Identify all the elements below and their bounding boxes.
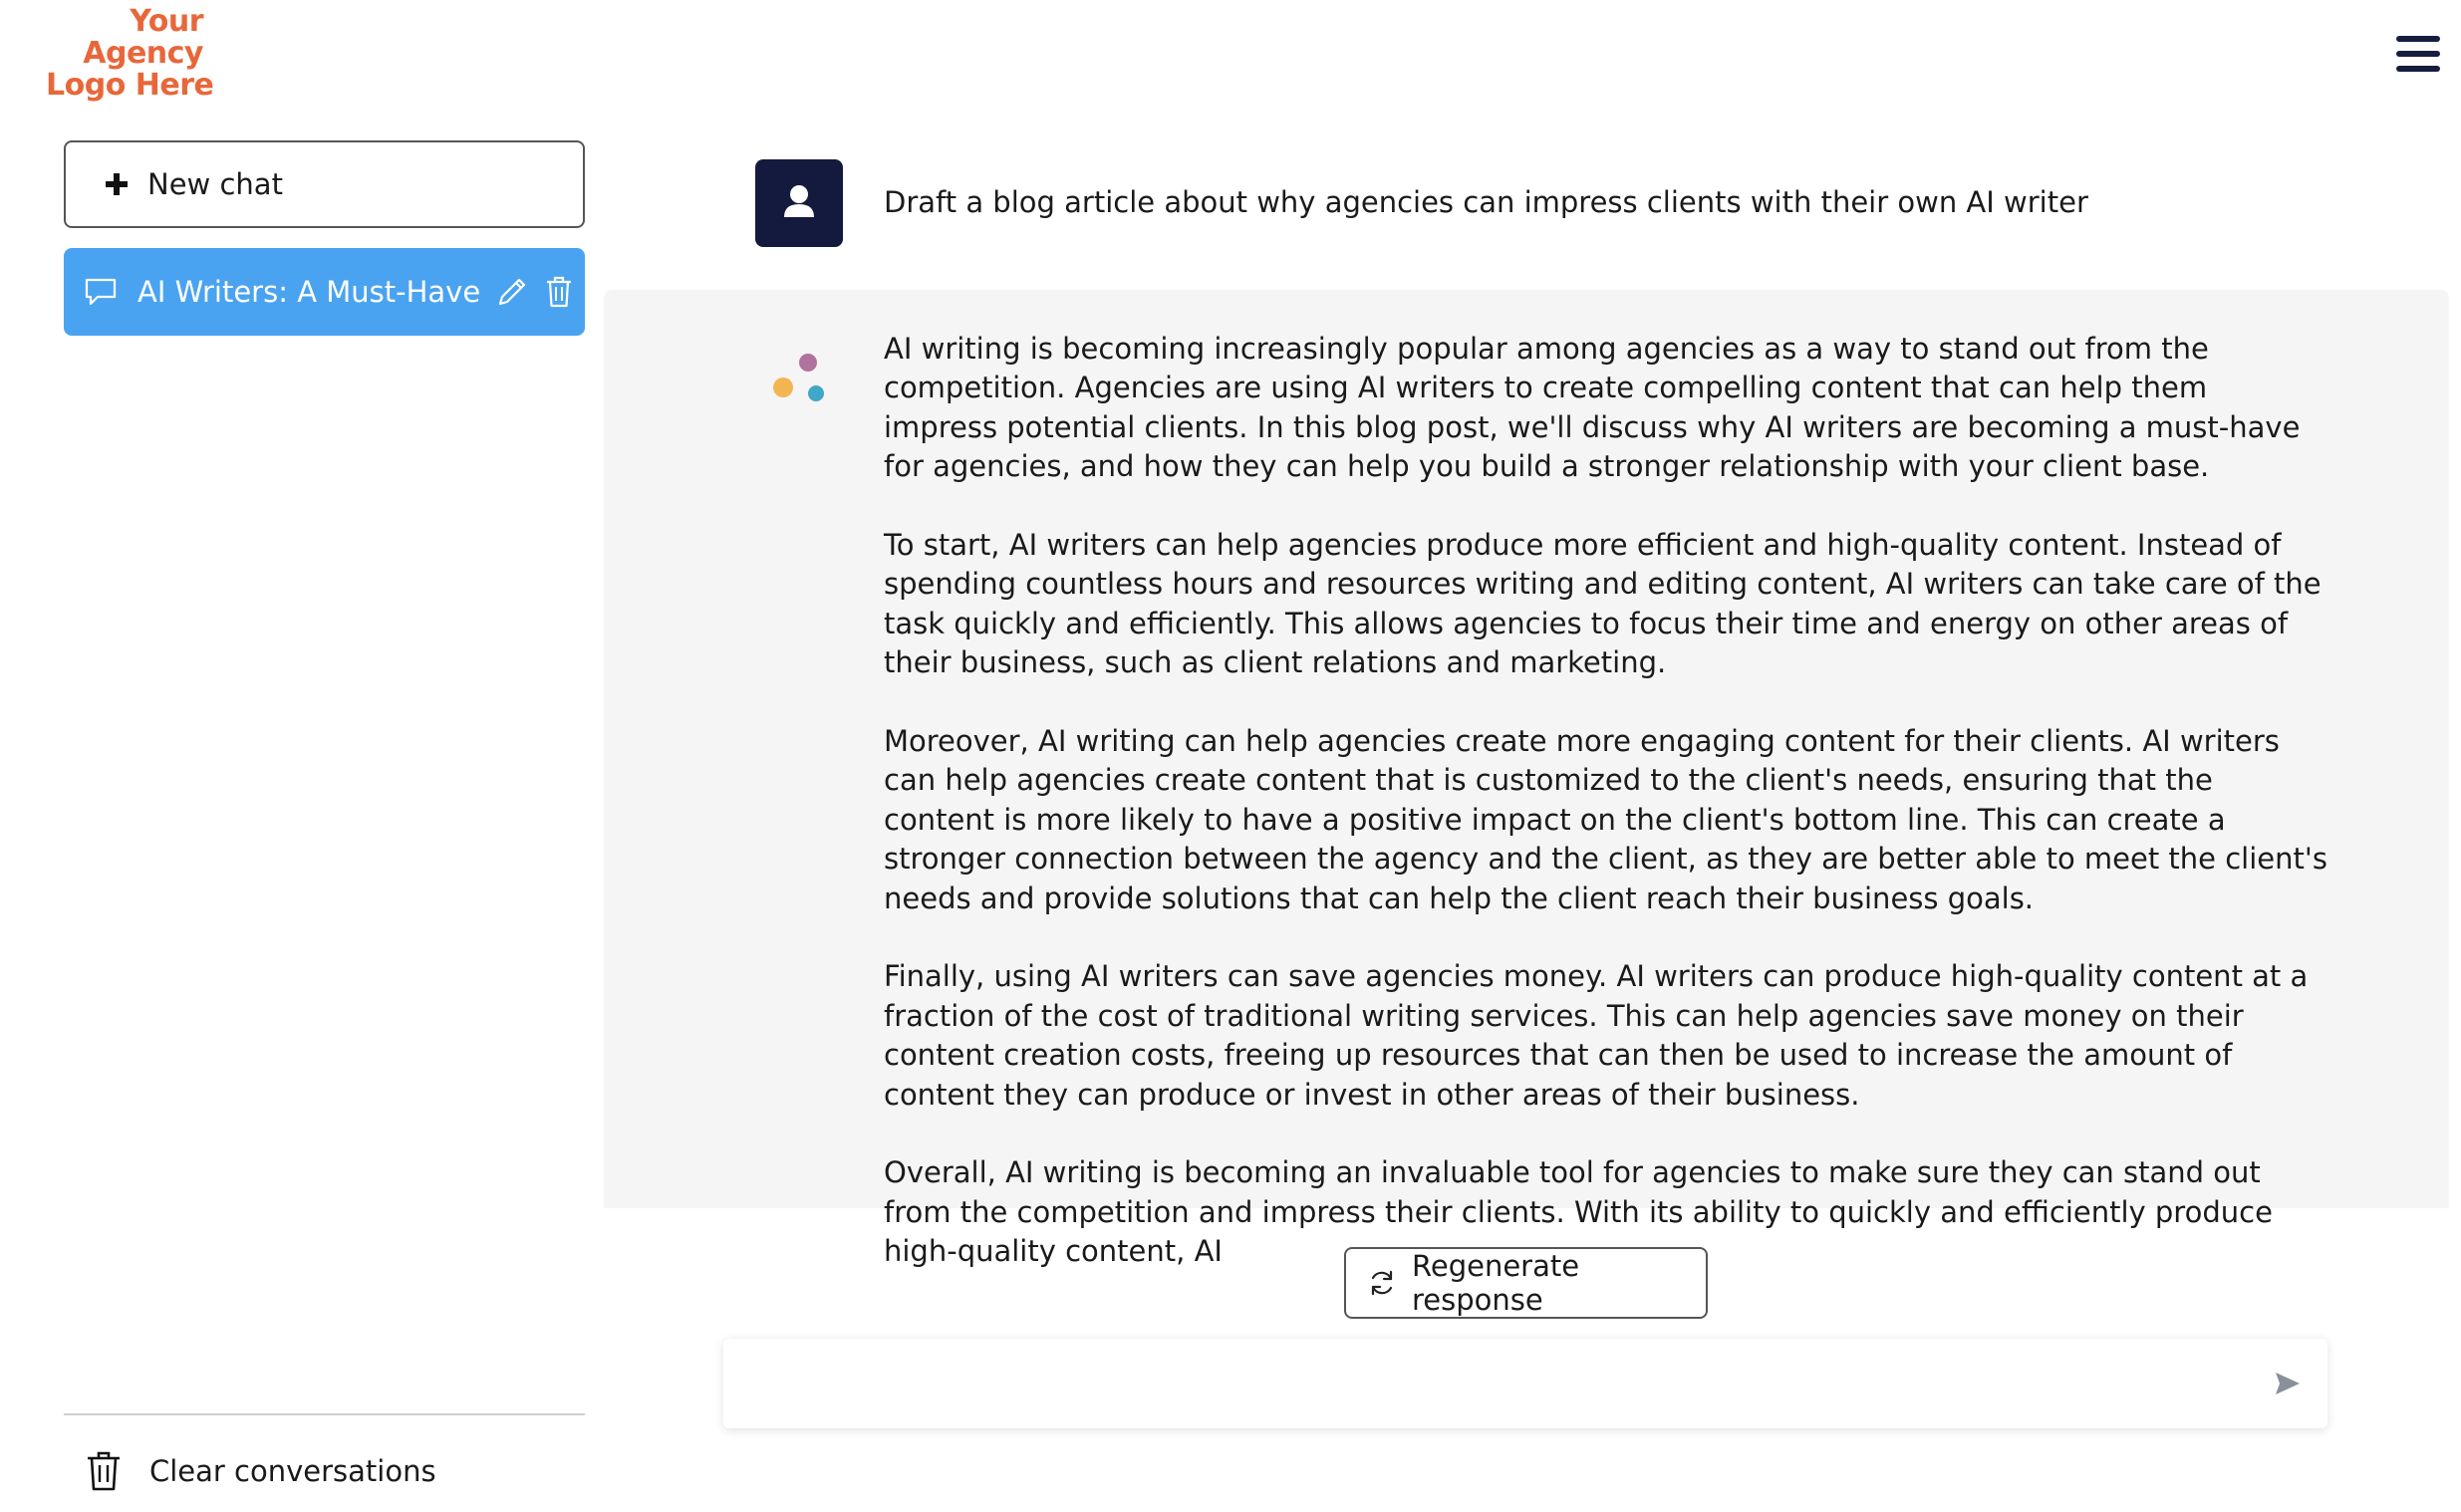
sidebar-divider	[64, 1413, 585, 1415]
plus-icon	[106, 173, 128, 195]
pencil-icon	[494, 274, 530, 310]
user-avatar	[755, 159, 843, 247]
hamburger-menu-icon[interactable]	[2396, 34, 2440, 74]
agency-logo[interactable]	[46, 6, 215, 102]
assistant-paragraph: Moreover, AI writing can help agencies create more engaging content for their clients. AI writers can help agencies create content that is customized to the client's needs, ensuring that the content is more likely to have a positive impact on the client's bottom line. This can create a stronger connection between the agency and the client, as they are better able to meet the client's needs and provide solutions that can help the client reach their business goals.	[884, 724, 2327, 915]
assistant-paragraph: Overall, AI writing is becoming an invaluable tool for agencies to make sure they can stand out from the competition and impress their clients. With its ability to quickly and efficiently produce high-quality content, AI	[884, 1155, 2273, 1269]
assistant-message-text	[884, 330, 2328, 1311]
assistant-paragraph: Finally, using AI writers can save agencies money. AI writers can produce high-quality content at a fraction of the cost of traditional writing services. This can help agencies save money on their content creation costs, freeing up resources that can then be used to increase the amount of content they can produce or invest in other areas of their business.	[884, 959, 2309, 1112]
logo-line-3: Logo Here	[46, 68, 214, 103]
chat-bubble-icon	[84, 277, 118, 307]
user-message-row	[604, 149, 2437, 259]
assistant-paragraph: AI writing is becoming increasingly popular among agencies as a way to stand out from the competition. Agencies are using AI writers to create compelling content that can help them impress potential clients. In this blog post, we'll discuss why AI writers are becoming a must-have for agencies, and how they can help you build a stronger relationship with your client base.	[884, 332, 2301, 484]
logo-line-1: Your	[130, 4, 203, 39]
new-chat-button[interactable]	[64, 140, 585, 228]
conversation-title: AI Writers: A Must-Have	[137, 275, 481, 309]
user-message-text: Draft a blog article about why agencies can impress clients with their own AI writer	[884, 185, 2088, 219]
trash-icon	[544, 275, 574, 309]
send-icon	[2273, 1369, 2303, 1398]
assistant-message	[604, 290, 2449, 1269]
trash-icon	[84, 1449, 124, 1493]
refresh-icon	[1368, 1269, 1396, 1297]
clear-conversations-button[interactable]	[84, 1446, 436, 1496]
clear-conversations-label: Clear conversations	[149, 1454, 436, 1488]
regenerate-label: Regenerate response	[1412, 1249, 1580, 1317]
message-composer	[723, 1339, 2327, 1428]
assistant-paragraph: To start, AI writers can help agencies produce more efficient and high-quality content. Instead of spending countless hours and resources writing and editing content, AI writers can take care of the task quickly and efficiently. This allows agencies to focus their time and energy on other areas of their business, such as client relations and marketing.	[884, 528, 2322, 680]
send-button[interactable]	[2268, 1364, 2308, 1403]
message-input[interactable]	[743, 1339, 2258, 1428]
regenerate-response-button[interactable]	[1344, 1247, 1708, 1319]
assistant-logo-icon	[763, 348, 823, 407]
logo-line-2: Agency	[83, 36, 203, 71]
user-icon	[755, 159, 843, 247]
edit-conversation-button[interactable]	[494, 272, 530, 312]
new-chat-label: New chat	[147, 167, 283, 201]
sidebar-conversation-item[interactable]	[64, 248, 585, 336]
delete-conversation-button[interactable]	[544, 272, 574, 312]
